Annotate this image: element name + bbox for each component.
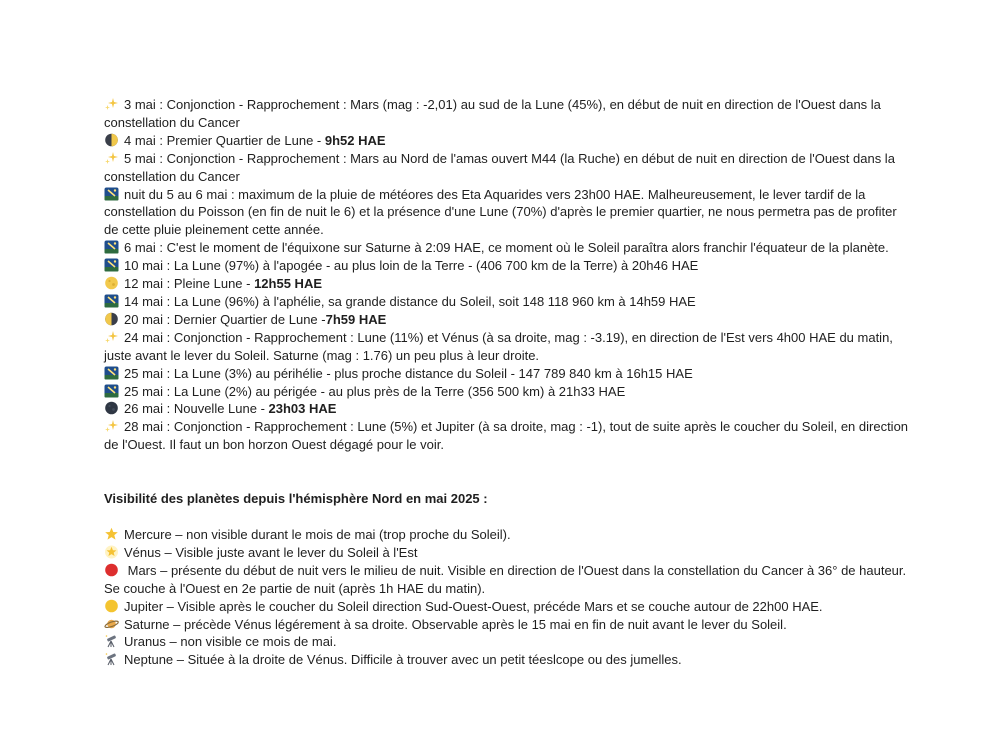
events-list <box>104 96 910 454</box>
planets-item <box>104 562 910 598</box>
events-item <box>104 275 910 293</box>
events-item <box>104 150 910 186</box>
events-item <box>104 311 910 329</box>
night-sky-icon <box>104 294 119 308</box>
events-text: 3 mai : Conjonction - Rapprochement : Mars (mag : -2,01) au sud de la Lune (45%), en début de nuit en direction de l'Ouest dans la constellation du Cancer <box>104 97 881 130</box>
events-text: 26 mai : Nouvelle Lune - <box>124 401 269 417</box>
glowing-star-icon <box>104 545 119 559</box>
events-time: 9h52 HAE <box>324 132 386 148</box>
events-item <box>104 257 910 275</box>
events-text: 28 mai : Conjonction - Rapprochement : Lune (5%) et Jupiter (à sa droite, mag : -1), tout de suite après le coucher du Soleil, en direction de l'Ouest. Il faut un bon horzon Ouest dégagé pour le voir. <box>104 419 909 453</box>
sparkles-icon <box>104 151 119 165</box>
night-sky-icon <box>104 384 119 398</box>
events-item <box>104 96 910 132</box>
planets-item <box>104 544 910 562</box>
events-text: 5 mai : Conjonction - Rapprochement : Mars au Nord de l'amas ouvert M44 (la Ruche) en début de nuit en direction de l'Ouest dans la constellation du Cancer <box>104 150 895 184</box>
events-text: 24 mai : Conjonction - Rapprochement : Lune (11%) et Vénus (à sa droite, mag : -3.19), en direction de l'Est vers 4h00 HAE du matin, juste avant le lever du Soleil. Saturne (mag : 1.76) un peu plus à leur droite. <box>104 329 893 363</box>
telescope-icon <box>104 652 119 666</box>
planets-text: Uranus – non visible ce mois de mai. <box>124 634 337 650</box>
planets-list <box>104 526 910 669</box>
planets-item <box>104 616 910 634</box>
events-time: 23h03 HAE <box>268 401 337 417</box>
document-body <box>104 96 910 669</box>
planets-text: Mercure – non visible durant le mois de mai (trop proche du Soleil). <box>124 527 511 543</box>
planets-text: Mars – présente du début de nuit vers le milieu de nuit. Visible en direction de l'Ouest dans la constellation du Cancer à 36° de hauteur. Se couche à l'Ouest en 2e partie de nuit (après 1h HAE du matin). <box>104 562 907 596</box>
red-circle-icon <box>104 563 119 577</box>
planets-heading: Visibilité des planètes depuis l'hémisphère Nord en mai 2025 : <box>104 491 488 507</box>
events-text: 25 mai : La Lune (3%) au périhélie - plus proche distance du Soleil - 147 789 840 km à 16h15 HAE <box>124 365 693 381</box>
night-sky-icon <box>104 258 119 272</box>
events-text: nuit du 5 au 6 mai : maximum de la pluie de météores des Eta Aquarides vers 23h00 HAE. Malheureusement, le lever tardif de la constellation du Poisson (en fin de nuit le 6) et la présence d'une Lune (70%) d'après le premier quartier, ne nous permetra pas de profiter de cette pluie pleinement cette année. <box>104 186 897 238</box>
telescope-icon <box>104 634 119 648</box>
yellow-circle-icon <box>104 599 119 613</box>
new-moon-icon <box>104 401 119 415</box>
events-text: 12 mai : Pleine Lune - <box>124 276 255 292</box>
sparkles-icon <box>104 330 119 344</box>
sparkles-icon <box>104 97 119 111</box>
events-text: 14 mai : La Lune (96%) à l'aphélie, sa grande distance du Soleil, soit 148 118 960 km à 14h59 HAE <box>124 293 696 309</box>
events-item <box>104 239 910 257</box>
events-time: 7h59 HAE <box>325 311 387 327</box>
events-text: 6 mai : C'est le moment de l'équixone sur Saturne à 2:09 HAE, ce moment où le Soleil paraîtra alors franchir l'équateur de la planète. <box>124 240 889 256</box>
events-item <box>104 329 910 365</box>
planets-item <box>104 598 910 616</box>
planets-item <box>104 526 910 544</box>
night-sky-icon <box>104 187 119 201</box>
events-text: 10 mai : La Lune (97%) à l'apogée - au plus loin de la Terre - (406 700 km de la Terre) à 20h46 HAE <box>124 258 699 274</box>
full-moon-icon <box>104 276 119 290</box>
events-item <box>104 365 910 383</box>
events-text: 25 mai : La Lune (2%) au périgée - au plus près de la Terre (356 500 km) à 21h33 HAE <box>124 383 626 399</box>
night-sky-icon <box>104 240 119 254</box>
events-item <box>104 383 910 401</box>
sparkles-icon <box>104 419 119 433</box>
planets-text: Saturne – précède Vénus légérement à sa droite. Observable après le 15 mai en fin de nuit avant le lever du Soleil. <box>124 616 787 632</box>
events-item <box>104 418 910 454</box>
planets-text: Jupiter – Visible après le coucher du Soleil direction Sud-Ouest-Ouest, précéde Mars et se couche autour de 22h00 HAE. <box>124 598 823 614</box>
star-icon <box>104 527 119 541</box>
events-item <box>104 293 910 311</box>
events-item <box>104 186 910 240</box>
ringed-planet-icon <box>104 617 119 631</box>
planets-text: Neptune – Située à la droite de Vénus. Difficile à trouver avec un petit téeslcope ou des jumelles. <box>124 652 682 668</box>
events-text: 20 mai : Dernier Quartier de Lune - <box>124 311 326 327</box>
events-item <box>104 400 910 418</box>
last-quarter-moon-icon <box>104 312 119 326</box>
events-text: 4 mai : Premier Quartier de Lune - <box>124 132 325 148</box>
planets-item <box>104 633 910 651</box>
first-quarter-moon-icon <box>104 133 119 147</box>
planets-text: Vénus – Visible juste avant le lever du Soleil à l'Est <box>124 544 418 560</box>
events-item <box>104 132 910 150</box>
planets-item <box>104 651 910 669</box>
events-time: 12h55 HAE <box>254 276 322 292</box>
night-sky-icon <box>104 366 119 380</box>
